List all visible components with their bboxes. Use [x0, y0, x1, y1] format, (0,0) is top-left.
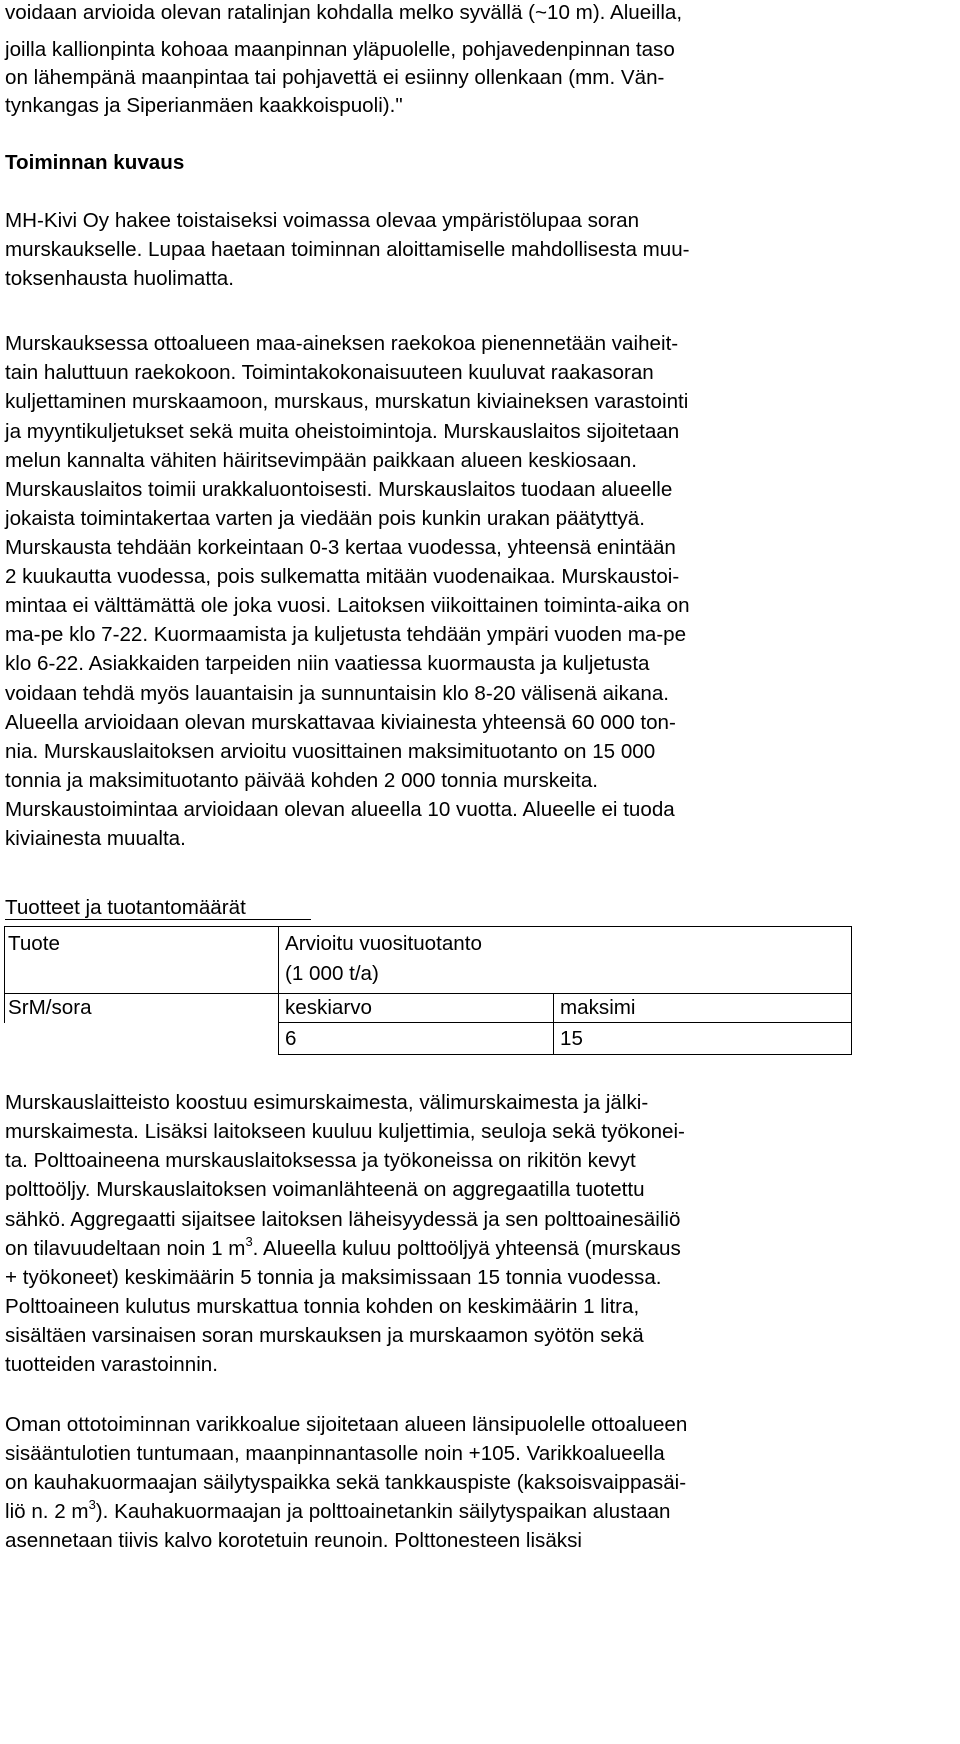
- superscript: 3: [88, 1497, 96, 1512]
- text-line: Alueella arvioidaan olevan murskattavaa kiviainesta yhteensä 60 000 ton-: [5, 711, 676, 734]
- text-line: voidaan arvioida olevan ratalinjan kohdalla melko syvällä (~10 m). Alueilla,: [5, 1, 683, 24]
- text-line: sähkö. Aggregaatti sijaitsee laitoksen läheisyydessä ja sen polttoainesäiliö: [5, 1208, 681, 1231]
- text-line: murskaimesta. Lisäksi laitokseen kuuluu kuljettimia, seuloja sekä työkonei-: [5, 1120, 685, 1143]
- text-fragment: on tilavuudeltaan noin 1 m: [5, 1237, 246, 1260]
- text-line: Murskausta tehdään korkeintaan 0-3 kertaa vuodessa, yhteensä enintään: [5, 536, 676, 559]
- text-line: ja myyntikuljetukset sekä muita oheistoimintoja. Murskauslaitos sijoitetaan: [5, 420, 680, 443]
- text-line: joilla kallionpinta kohoaa maanpinnan yläpuolelle, pohjavedenpinnan taso: [5, 38, 675, 61]
- text-line: toksenhausta huolimatta.: [5, 267, 234, 290]
- section-heading: Toiminnan kuvaus: [5, 151, 185, 174]
- text-line: tonnia ja maksimituotanto päivää kohden 2 000 tonnia murskeita.: [5, 769, 599, 792]
- text-line: on kauhakuormaajan säilytyspaikka sekä tankkauspiste (kaksoisvaippasäi-: [5, 1471, 687, 1494]
- text-line: [5, 1497, 671, 1523]
- text-line: melun kannalta vähiten häiritsevimpään paikkaan alueen keskiosaan.: [5, 449, 637, 472]
- text-line: [5, 1234, 681, 1260]
- table-border: [278, 926, 279, 1055]
- table-border: [851, 926, 852, 1055]
- text-line: on lähempänä maanpintaa tai pohjavettä ei esiinny ollenkaan (mm. Vän-: [5, 66, 665, 89]
- table-caption: Tuotteet ja tuotantomäärät: [5, 896, 246, 919]
- table-border: [4, 926, 5, 1023]
- text-line: ma-pe klo 7-22. Kuormaamista ja kuljetusta tehdään ympäri vuoden ma-pe: [5, 623, 687, 646]
- header-product: Tuote: [8, 932, 60, 955]
- text-line: Oman ottotoiminnan varikkoalue sijoitetaan alueen länsipuolelle ottoalueen: [5, 1413, 688, 1436]
- header-estimate-unit: (1 000 t/a): [285, 962, 379, 985]
- text-line: jokaista toimintakertaa varten ja viedään pois kunkin urakan päätyttyä.: [5, 507, 645, 530]
- table-border: [4, 993, 852, 994]
- caption-underline: [5, 919, 311, 920]
- text-line: sisältäen varsinaisen soran murskauksen ja murskaamon syötön sekä: [5, 1324, 644, 1347]
- cell-product: SrM/sora: [8, 996, 92, 1019]
- text-fragment: liö n. 2 m: [5, 1500, 89, 1523]
- text-line: tain haluttuun raekokoon. Toimintakokonaisuuteen kuuluvat raakasoran: [5, 361, 654, 384]
- text-fragment: . Alueella kuluu polttoöljyä yhteensä (murskaus: [252, 1237, 681, 1260]
- cell-avg-value: 6: [285, 1027, 297, 1050]
- text-line: mintaa ei välttämättä ole joka vuosi. Laitoksen viikoittainen toiminta-aika on: [5, 594, 690, 617]
- table-border: [278, 1054, 852, 1055]
- text-line: Murskaustoimintaa arvioidaan olevan alueella 10 vuotta. Alueelle ei tuoda: [5, 798, 675, 821]
- text-line: sisääntulotien tuntumaan, maanpinnantasolle noin +105. Varikkoalueella: [5, 1442, 665, 1465]
- text-line: asennetaan tiivis kalvo korotetuin reunoin. Polttonesteen lisäksi: [5, 1529, 582, 1552]
- text-line: tuotteiden varastoinnin.: [5, 1353, 218, 1376]
- text-line: Murskauslaitos toimii urakkaluontoisesti. Murskauslaitos tuodaan alueelle: [5, 478, 673, 501]
- text-line: kuljettaminen murskaamoon, murskaus, murskatun kiviaineksen varastointi: [5, 390, 689, 413]
- text-line: + työkoneet) keskimäärin 5 tonnia ja maksimissaan 15 tonnia vuodessa.: [5, 1266, 662, 1289]
- text-line: Polttoaineen kulutus murskattua tonnia kohden on keskimäärin 1 litra,: [5, 1295, 640, 1318]
- text-line: Murskauksessa ottoalueen maa-aineksen raekokoa pienennetään vaiheit-: [5, 332, 679, 355]
- text-line: nia. Murskauslaitoksen arvioitu vuosittainen maksimituotanto on 15 000: [5, 740, 656, 763]
- text-line: 2 kuukautta vuodessa, pois sulkematta mitään vuodenaikaa. Murskaustoi-: [5, 565, 680, 588]
- text-line: klo 6-22. Asiakkaiden tarpeiden niin vaatiessa kuormausta ja kuljetusta: [5, 652, 650, 675]
- superscript: 3: [245, 1234, 253, 1249]
- text-line: MH-Kivi Oy hakee toistaiseksi voimassa olevaa ympäristölupaa soran: [5, 209, 640, 232]
- text-line: voidaan tehdä myös lauantaisin ja sunnuntaisin klo 8-20 välisenä aikana.: [5, 682, 670, 705]
- text-line: kiviainesta muualta.: [5, 827, 186, 850]
- text-line: murskaukselle. Lupaa haetaan toiminnan aloittamiselle mahdollisesta muu-: [5, 238, 690, 261]
- cell-max-value: 15: [560, 1027, 583, 1050]
- table-border: [4, 926, 852, 927]
- cell-max-label: maksimi: [560, 996, 636, 1019]
- text-line: ta. Polttoaineena murskauslaitoksessa ja työkoneissa on rikitön kevyt: [5, 1149, 636, 1172]
- table-border: [278, 1022, 852, 1023]
- table-border: [553, 993, 554, 1055]
- cell-avg-label: keskiarvo: [285, 996, 372, 1019]
- text-line: Murskauslaitteisto koostuu esimurskaimesta, välimurskaimesta ja jälki-: [5, 1091, 649, 1114]
- text-line: polttoöljy. Murskauslaitoksen voimanlähteenä on aggregaatilla tuotettu: [5, 1178, 645, 1201]
- header-estimate: Arvioitu vuosituotanto: [285, 932, 482, 955]
- text-line: tynkangas ja Siperianmäen kaakkoispuoli).": [5, 94, 403, 117]
- text-fragment: ). Kauhakuormaajan ja polttoainetankin säilytyspaikan alustaan: [95, 1500, 671, 1523]
